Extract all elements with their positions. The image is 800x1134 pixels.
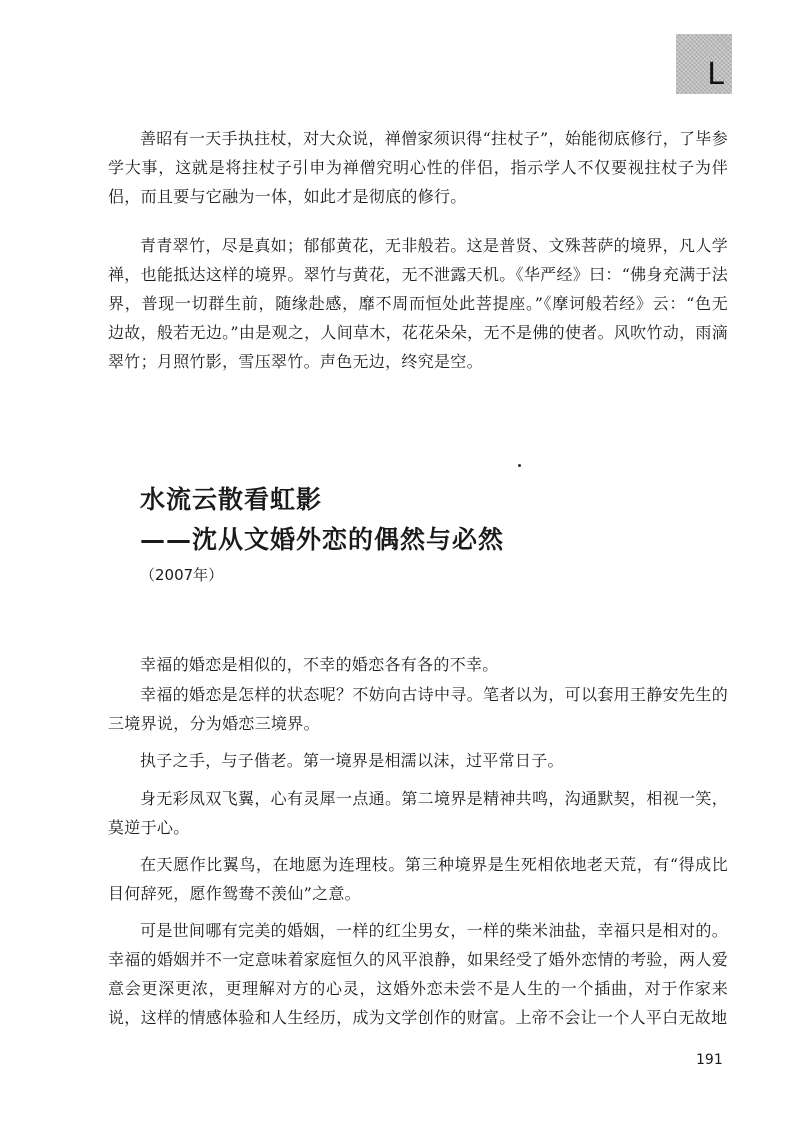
print-speck [518,464,521,467]
page-number: 191 [696,1052,723,1068]
body-paragraph: 幸福的婚恋是怎样的状态呢？不妨向古诗中寻。笔者以为，可以套用王静安先生的三境界说，分为婚恋三境界。 [108,685,728,733]
body-paragraph: 幸福的婚恋是相似的，不幸的婚恋各有各的不幸。 [140,655,499,674]
body-paragraph: 青青翠竹，尽是真如；郁郁黄花，无非般若。这是普贤、文殊菩萨的境界，凡人学禅，也能抵达这样的境界。翠竹与黄花，无不泄露天机。《华严经》曰：“佛身充满于法界，普现一切群生前，随缘赴感，靡不周而恒处此菩提座。”《摩诃般若经》云：“色无边故，般若无边。”由是观之，人间草木，花花朵朵，无不是佛的使者。风吹竹动，雨滴翠竹；月照竹影，雪压翠竹。声色无边，终究是空。 [108,236,728,371]
section-letter: L [707,57,724,92]
body-paragraph: 在天愿作比翼鸟，在地愿为连理枝。第三种境界是生死相依地老天荒，有“得成比目何辞死，愿作鸳鸯不羡仙”之意。 [108,855,728,903]
section-thumb-tab [676,34,732,94]
article-year: （2007年） [140,566,224,584]
body-paragraph: 可是世间哪有完美的婚姻，一样的红尘男女，一样的柴米油盐，幸福只是相对的。幸福的婚姻并不一定意味着家庭恒久的风平浪静，如果经受了婚外恋情的考验，两人爱意会更深更浓，更理解对方的心灵，这婚外恋未尝不是人生的一个插曲，对于作家来说，这样的情感体验和人生经历，成为文学创作的财富。上帝不会让一个人平白无故地 [108,921,728,1027]
body-paragraph: 身无彩凤双飞翼，心有灵犀一点通。第二境界是精神共鸣，沟通默契，相视一笑，莫逆于心。 [108,789,728,837]
article-subtitle: ——沈从文婚外恋的偶然与必然 [140,525,505,554]
article-title: 水流云散看虹影 [140,485,323,514]
body-paragraph: 执子之手，与子偕老。第一境界是相濡以沫，过平常日子。 [140,751,564,770]
body-paragraph: 善昭有一天手执拄杖，对大众说，禅僧家须识得“拄杖子”，始能彻底修行，了毕参学大事，这就是将拄杖子引申为禅僧究明心性的伴侣，指示学人不仅要视拄杖子为伴侣，而且要与它融为一体，如此才是彻底的修行。 [108,129,728,206]
